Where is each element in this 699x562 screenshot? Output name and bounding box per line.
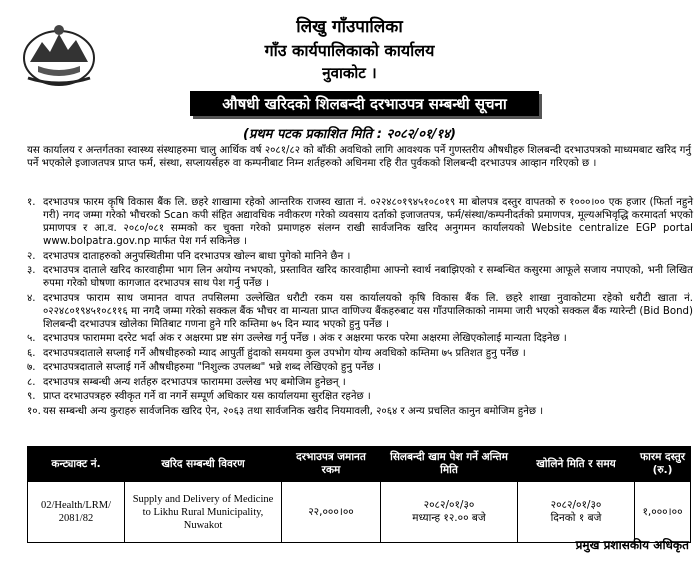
deadline-time: मध्यान्ह १२.०० बजे bbox=[412, 512, 486, 524]
col-contract-header: कन्ट्याक्ट नं. bbox=[28, 447, 125, 482]
condition-item: ९. प्राप्त दरभाउपत्रहरु स्वीकृत गर्ने वा नगर्ने सम्पूर्ण अधिकार यस कार्यालयमा सुरक्षित रहनेछ । bbox=[27, 391, 371, 402]
table-header-row bbox=[28, 447, 691, 482]
condition-item: १०. यस सम्बन्धी अन्य कुराहरु सार्वजनिक खरिद ऐन, २०६३ तथा सार्वजनिक खरीद नियमावली, २०६४ र अन्य प्रचलित कानुन बमोजिम हुनेछ । bbox=[27, 405, 544, 417]
bid-security-amount: २२,०००।०० bbox=[282, 482, 381, 543]
col-opening-header: खोलिने मिति र समय bbox=[518, 447, 635, 482]
condition-item: १. दरभाउपत्र फारम कृषि विकास बैंक लि. छहरे शाखामा रहेको आन्तरिक राजस्व खाता नं. ०२२४८०१९४५१०८०१९ मा बोलपत्र दस्तुर वापतको रु १०००।०० एक हजार (फिर्ता नहुने गरी) नगद जम्मा गरेको भौचरको Scan कपी संहित अद्यावधिक नवीकरण गरेको व्यवसाय दर्ताको इजाजतपत्र, फर्म/संस्था/कम्पनीदर्तको प्रमाणपत्र, मूल्यअभिवृद्धि करमादर्ता भएको प्रमाणपत्र र आ.व. २०८०/०८१ सम्मको कर चुक्ता गरेको प्रमाणहरु संलग्न राखी सार्वजनिक खरिद अनुगमन कार्यालयको Website centralize EGP portal www.bolpatra.gov.np मार्फत पेश गर्न सकिनेछ । bbox=[27, 197, 693, 247]
municipality-name: लिखु गाँउपालिका bbox=[296, 17, 403, 37]
col-deadline-header: सिलबन्दी खाम पेश गर्ने अन्तिम मिति bbox=[381, 447, 518, 482]
procurement-description: Supply and Delivery of Medicine to Likhu Rural Municipality, Nuwakot bbox=[125, 482, 282, 543]
col-fee-header: फारम दस्तुर (रु.) bbox=[635, 447, 691, 482]
condition-item: २. दरभाउपत्र दाताहरुको अनुपस्थितीमा पनि दरभाउपत्र खोल्न बाधा पुगेको मानिने छैन । bbox=[27, 250, 351, 262]
conditions-list bbox=[27, 196, 693, 419]
district-name: नुवाकोट । bbox=[322, 64, 377, 82]
signatory-title: प्रमुख प्रशासकीय अधिकृत bbox=[575, 538, 689, 552]
col-security-header: दरभाउपत्र जमानत रकम bbox=[282, 447, 381, 482]
submission-deadline bbox=[381, 482, 518, 543]
office-name: गाँउ कार्यपालिकाको कार्यालय bbox=[264, 41, 435, 60]
condition-item: ४. दरभाउपत्र फाराम साथ जमानत वापत तपसिलमा उल्लेखित धरौटी रकम यस कार्यालयको कृषि विकास बैंक लि. छहरे शाखा नुवाकोटमा रहेको धरौटी खाता नं. ०२२४८०१९४५१०८११६ मा नगदै जम्मा गरेको सक्कल बैंक भौचर वा मान्यता प्राप्त वाणिज्य बैंकहरुबाट यस गाँउपालिकाको नाममा जारी भएको सक्कल बैंक ग्यारेन्टी (Bid Bond) शिलबन्दी दरभाउपत्र खोलेका मितिबाट गणना हुने गरि कम्तिमा ७५ दिन म्याद भएको हुनु पर्नेछ । bbox=[27, 292, 693, 330]
opening-date: २०८२/०१/३० bbox=[550, 499, 602, 511]
opening-date-time bbox=[518, 482, 635, 543]
condition-item: ८. दरभाउपत्र सम्बन्धी अन्य शर्तहरु दरभाउपत्र फाराममा उल्लेख भए बमोजिम हुनेछन् । bbox=[27, 376, 346, 388]
col-description-header: खरिद सम्बन्धी विवरण bbox=[125, 447, 282, 482]
condition-item: ६. दरभाउपत्रदाताले सप्लाई गर्ने औषधीहरुको म्याद आपुर्ती हुंदाको समयमा कुल उपभोग योग्य अवधिको कम्तिमा ७५ प्रतिशत हुनु पर्नेछ । bbox=[27, 347, 526, 359]
contract-number: 02/Health/LRM/ 2081/82 bbox=[28, 482, 125, 543]
table-row bbox=[28, 482, 691, 543]
condition-item: ३. दरभाउपत्र दाताले खरिद कारवाहीमा भाग लिन अयोग्य नभएको, प्रस्तावित खरिद कारवाहीमा आफ्नो स्वार्थ नबाझिएको र सम्बन्धित कसुरमा आफूले सजाय नपाएको, भनी लिखित रुपमा गरेको घोषणा कागजात दरभाउपत्र साथ पेश गर्नु पर्नेछ । bbox=[27, 265, 693, 289]
deadline-date: २०८२/०१/३० bbox=[423, 499, 475, 511]
opening-time: दिनको १ बजे bbox=[550, 512, 602, 524]
publish-date: (प्रथम पटक प्रकाशित मिति : २०८२/०१/१४) bbox=[243, 127, 456, 142]
condition-item: ५. दरभाउपत्र फाराममा दररेट भर्दा अंक र अक्षरमा प्रष्ट संग उल्लेख गर्नु पर्नेछ । अंक र अक्षरमा फरक परेमा अक्षरमा लेखिएकोलाई मान्यता दिइनेछ । bbox=[27, 333, 567, 344]
tender-table bbox=[27, 446, 691, 543]
intro-paragraph: यस कार्यालय र अन्तर्गतका स्वास्थ्य संस्थाहरुमा चालु आर्थिक वर्ष २०८१/८२ को बाँकी अवधिको लागि आवश्यक पर्ने गुणस्तरीय औषधीहरु शिलबन्दी दरभाउपत्रको माध्यमबाट खरिद गर्नु पर्ने भएकोले इजाजतपत्र प्राप्त फर्म, संस्था, सप्लायर्सहरु वा कम्पनीबाट निम्न शर्तहरुको अधिनमा रहि रीत पुर्वकको शिलबन्दी दरभाउपत्र आव्हान गरिएको छ । bbox=[27, 145, 691, 169]
condition-item: ७. दरभाउपत्रदाताले सप्लाई गर्ने औषधीहरुमा "निशुल्क उपलब्ध" भन्ने शब्द लेखिएको हुनु पर्नेछ । bbox=[27, 362, 381, 373]
notice-title-banner: औषधी खरिदको शिलबन्दी दरभाउपत्र सम्बन्धी सूचना bbox=[190, 91, 539, 116]
form-fee: १,०००।०० bbox=[635, 482, 691, 543]
